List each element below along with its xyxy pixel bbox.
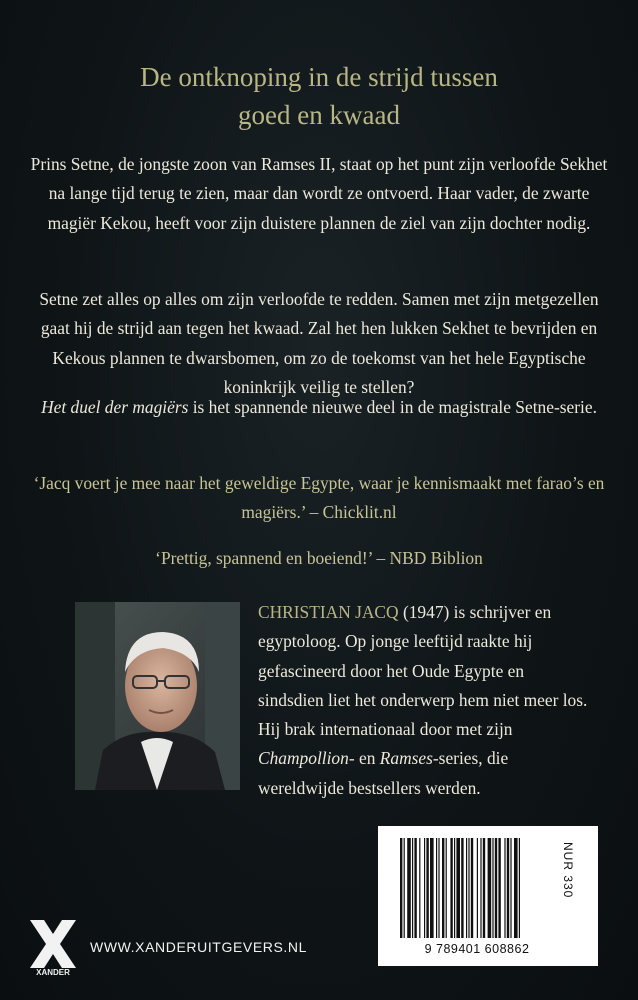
headline-line-1: De ontknoping in de strijd tussen: [140, 62, 498, 92]
barcode-bar: [426, 838, 428, 938]
publisher-website[interactable]: WWW.XANDERUITGEVERS.NL: [90, 939, 307, 955]
barcode-bar: [442, 838, 444, 938]
barcode-bar: [488, 838, 492, 938]
review-quote-2: ‘Prettig, spannend en boeiend!’ – NBD Biblion: [155, 548, 483, 568]
barcode-bar: [456, 838, 460, 938]
barcode-bar: [492, 838, 493, 938]
barcode-bar: [450, 838, 452, 938]
barcode-bar: [480, 838, 481, 938]
blurb-paragraph-2: Setne zet alles op alles om zijn verloofde te redden. Samen met zijn metgezellen gaat hij de strijd aan tegen het kwaad. Zal het hen lukken Sekhet te bevrijden en Kekous plannen te dwarsbomen, om zo de toekomst van het hele Egyptische koninkrijk veilig te stellen?: [39, 289, 599, 397]
barcode-bar: [477, 838, 478, 938]
barcode-bar: [412, 838, 413, 938]
blurb-paragraph-1: Prins Setne, de jongste zoon van Ramses II, staat op het punt zijn verloofde Sekhet na lange tijd terug te zien, maar dan wordt ze ontvoerd. Haar vader, de zwarte magiër Kekou, heeft voor zijn duistere plannen de ziel van zijn dochter nodig.: [30, 154, 608, 233]
blurb-paragraph-3: [30, 393, 608, 422]
barcode-bar: [430, 838, 434, 938]
author-bio-text-2: en: [354, 748, 380, 769]
barcode-bar: [495, 838, 497, 938]
barcode-bar: [454, 838, 455, 938]
headline-line-2: goed en kwaad: [238, 100, 400, 130]
author-bio: [258, 598, 588, 803]
barcode-bar: [461, 838, 463, 938]
author-bio-text-3: -series, die wereldwijde bestsellers werden.: [258, 748, 509, 798]
nur-code: NUR 330: [561, 842, 575, 899]
barcode-bar: [414, 838, 416, 938]
barcode-bar: [446, 838, 447, 938]
series-ramses: Ramses: [379, 748, 433, 769]
barcode-bar: [507, 838, 509, 938]
barcode-panel: [378, 826, 598, 966]
barcode-bar: [514, 838, 518, 938]
barcode-bar: [438, 838, 439, 938]
author-name: CHRISTIAN JACQ: [258, 602, 399, 622]
barcode-bar: [471, 838, 473, 938]
headline: [40, 58, 598, 134]
author-bio-text-1: (1947) is schrijver en egyptoloog. Op jonge leeftijd raakte hij gefascineerd door het Oude Egypte en sindsdien liet het onderwerp hem niet meer los. Hij brak internationaal door met zijn: [258, 602, 588, 740]
author-photo: [75, 602, 240, 790]
barcode-bar: [510, 838, 511, 938]
barcode-bar: [407, 838, 411, 938]
barcode-bar: [468, 838, 469, 938]
xander-logo-icon: [24, 916, 82, 981]
barcode-bar: [424, 838, 425, 938]
barcode-bar: [504, 838, 505, 938]
barcode-bar: [404, 838, 405, 938]
barcode-icon: [400, 838, 554, 940]
barcode-bar: [466, 838, 467, 938]
series-champollion: Champollion-: [258, 748, 355, 769]
blurb-paragraph-3-rest: is het spannende nieuwe deel in de magistrale Setne-serie.: [188, 397, 597, 417]
isbn-number: 9 789401 608862: [424, 942, 530, 956]
barcode-bar: [419, 838, 420, 938]
barcode-bar: [498, 838, 500, 938]
svg-text:XANDER: XANDER: [36, 968, 70, 976]
book-title: Het duel der magiërs: [41, 397, 189, 417]
barcode-bar: [436, 838, 437, 938]
barcode-bar: [400, 838, 402, 938]
review-quote-1: ‘Jacq voert je mee naar het geweldige Egypte, waar je kennismaakt met farao’s en magiërs.’ – Chicklit.nl: [33, 473, 605, 523]
barcode-bar: [519, 838, 520, 938]
barcode-bar: [483, 838, 485, 938]
